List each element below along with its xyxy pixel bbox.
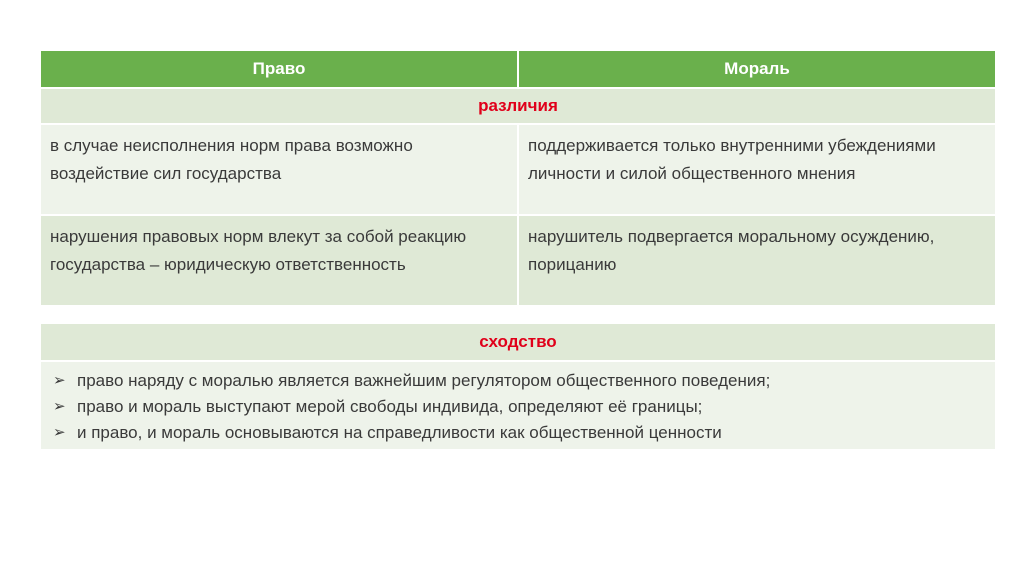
similarity-list xyxy=(41,360,995,449)
morality-cell: поддерживается только внутренними убеждениями личности и силой общественного мнения xyxy=(517,125,995,214)
list-item-text: и право, и мораль основываются на справедливости как общественной ценности xyxy=(77,423,722,442)
table-row xyxy=(41,214,995,305)
list-item xyxy=(53,420,985,446)
list-item xyxy=(53,368,985,394)
differences-label: различия xyxy=(41,87,995,123)
law-cell: в случае неисполнения норм права возможно воздействие сил государства xyxy=(50,136,413,183)
arrowhead-bullet-icon: ➢ xyxy=(53,424,66,441)
header-morality: Мораль xyxy=(517,51,995,87)
comparison-table xyxy=(41,51,995,305)
arrowhead-bullet-icon: ➢ xyxy=(53,372,66,389)
header-law: Право xyxy=(252,59,306,78)
similarity-table xyxy=(41,324,995,449)
arrowhead-bullet-icon: ➢ xyxy=(53,398,66,415)
list-item xyxy=(53,394,985,420)
table-row xyxy=(41,123,995,214)
list-item-text: право и мораль выступают мерой свободы индивида, определяют её границы; xyxy=(77,397,703,416)
table-header-row xyxy=(41,51,995,87)
morality-cell: нарушитель подвергается моральному осуждению, порицанию xyxy=(517,216,995,305)
similarity-label: сходство xyxy=(41,324,995,360)
list-item-text: право наряду с моралью является важнейшим регулятором общественного поведения; xyxy=(77,371,771,390)
law-cell: нарушения правовых норм влекут за собой реакцию государства – юридическую ответственность xyxy=(50,227,467,274)
